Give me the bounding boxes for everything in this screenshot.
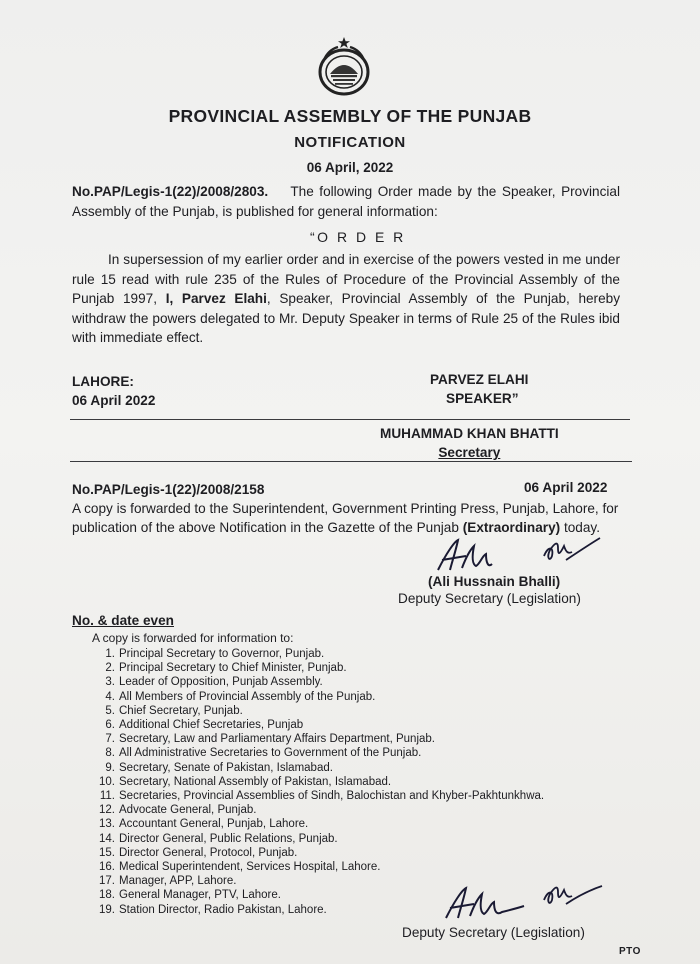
list-item-text: All Administrative Secretaries to Government of the Punjab. — [119, 747, 422, 760]
list-item-number: 14. — [99, 832, 115, 845]
order-date: 06 April 2022 — [72, 393, 156, 408]
notification-date: 06 April, 2022 — [306, 160, 394, 175]
place-label: LAHORE: — [72, 374, 134, 389]
order-bold-name: I, Parvez Elahi — [165, 291, 267, 306]
notification-heading: NOTIFICATION — [294, 134, 406, 151]
list-item-text: Station Director, Radio Pakistan, Lahore. — [119, 903, 327, 916]
list-item — [94, 718, 544, 732]
signature-icon — [432, 534, 602, 578]
list-item-number: 1. — [105, 648, 115, 660]
secretary-block — [380, 424, 559, 462]
forwarding-date: 06 April 2022 — [524, 480, 608, 495]
list-item-number: 17. — [99, 875, 115, 888]
signature-icon — [440, 880, 610, 924]
list-item-number: 8. — [105, 747, 115, 760]
order-paragraph — [72, 250, 620, 348]
list-item-text: Director General, Protocol, Punjab. — [119, 846, 298, 859]
list-item-text: Secretary, National Assembly of Pakistan, Islamabad. — [119, 775, 392, 788]
notification-ref-no: No.PAP/Legis-1(22)/2008/2803. — [72, 184, 269, 199]
list-item-text: Secretary, Senate of Pakistan, Islamabad. — [119, 761, 333, 774]
secretary-name: MUHAMMAD KHAN BHATTI — [380, 426, 559, 441]
list-item — [94, 647, 544, 661]
list-item-number: 12. — [99, 804, 115, 817]
list-item — [94, 775, 544, 789]
distribution-list — [94, 647, 544, 917]
list-item-text: Advocate General, Punjab. — [119, 804, 257, 817]
assembly-seal-icon — [316, 36, 372, 96]
list-item-number: 4. — [105, 690, 115, 703]
list-item — [94, 789, 544, 803]
forwarding-paragraph — [72, 499, 632, 537]
secretary-title: Secretary — [438, 445, 501, 460]
list-item-number: 11. — [99, 790, 115, 803]
list-item — [94, 832, 544, 846]
order-heading: “O R D E R — [310, 229, 406, 245]
list-item-number: 5. — [105, 704, 115, 717]
speaker-name: PARVEZ ELAHI — [430, 372, 529, 387]
signatory-name: (Ali Hussnain Bhalli) — [428, 574, 561, 589]
intro-text: The following Order made by the Speaker, Provincial Assembly of the Punjab, is published for general information: — [72, 184, 620, 219]
page-title: PROVINCIAL ASSEMBLY OF THE PUNJAB — [168, 106, 532, 126]
list-item — [94, 661, 544, 675]
list-item-text: General Manager, PTV, Lahore. — [119, 889, 281, 902]
list-item — [94, 860, 544, 874]
list-item — [94, 746, 544, 760]
list-item-text: Manager, APP, Lahore. — [119, 875, 237, 888]
list-item-text: Secretary, Law and Parliamentary Affairs Department, Punjab. — [119, 733, 435, 746]
list-item-text: Medical Superintendent, Services Hospital, Lahore. — [119, 861, 381, 874]
list-item-number: 6. — [105, 719, 115, 732]
list-item-number: 2. — [105, 662, 115, 675]
intro-paragraph — [72, 182, 620, 221]
forwarding-bold: (Extraordinary) — [462, 520, 561, 535]
list-item-number: 18. — [99, 889, 115, 902]
pto-label: PTO — [619, 946, 641, 957]
list-item-number: 13. — [99, 818, 115, 831]
list-item-number: 3. — [105, 676, 115, 689]
divider-top — [70, 419, 630, 420]
footer-designation: Deputy Secretary (Legislation) — [402, 925, 585, 940]
distribution-heading: No. & date even — [72, 613, 174, 628]
speaker-block — [430, 370, 528, 408]
list-item — [94, 704, 544, 718]
list-item-text: Accountant General, Punjab, Lahore. — [119, 818, 309, 831]
order-text-before: In supersession of my earlier order and in exercise of the powers vested in me under rule 15 read with rule 235 of the Rules of Procedure of the Provincial Assembly of the Punjab 1997, — [72, 252, 620, 306]
list-item-text: Additional Chief Secretaries, Punjab — [119, 719, 304, 732]
forwarding-text-after: today. — [563, 520, 600, 535]
list-item-text: Secretaries, Provincial Assemblies of Sindh, Balochistan and Khyber-Pakhtunkhwa. — [119, 790, 545, 803]
speaker-title: SPEAKER” — [446, 391, 519, 406]
list-item — [94, 761, 544, 775]
forwarding-ref-no: No.PAP/Legis-1(22)/2008/2158 — [72, 482, 265, 497]
list-item-number: 16. — [99, 861, 115, 874]
list-item — [94, 846, 544, 860]
place-date-block — [72, 372, 155, 410]
list-item — [94, 732, 544, 746]
list-item-number: 10. — [99, 775, 115, 788]
order-text-after: , Speaker, Provincial Assembly of the Punjab, hereby withdraw the powers delegated to Mr. Deputy Speaker in terms of Rule 25 of the Rules ibid with immediate effect. — [72, 291, 621, 345]
list-item — [94, 675, 544, 689]
list-item-text: Principal Secretary to Governor, Punjab. — [119, 648, 325, 660]
list-item-number: 7. — [105, 733, 115, 746]
list-item-number: 19. — [99, 903, 115, 916]
list-item — [94, 803, 544, 817]
list-item-text: Chief Secretary, Punjab. — [119, 704, 243, 717]
list-item-number: 9. — [105, 761, 115, 774]
list-item-number: 15. — [99, 846, 115, 859]
forwarding-text-before: A copy is forwarded to the Superintendent, Government Printing Press, Punjab, Lahore, for publication of the above Notification in the Gazette of the Punjab — [72, 501, 619, 535]
list-item — [94, 690, 544, 704]
list-item-text: Director General, Public Relations, Punjab. — [119, 832, 338, 845]
list-item-text: All Members of Provincial Assembly of the Punjab. — [119, 690, 376, 703]
distribution-intro: A copy is forwarded for information to: — [92, 631, 294, 645]
list-item-text: Leader of Opposition, Punjab Assembly. — [119, 676, 323, 689]
signatory-designation: Deputy Secretary (Legislation) — [398, 591, 581, 606]
divider-bottom — [70, 461, 632, 462]
list-item — [94, 817, 544, 831]
list-item-text: Principal Secretary to Chief Minister, Punjab. — [119, 662, 347, 675]
